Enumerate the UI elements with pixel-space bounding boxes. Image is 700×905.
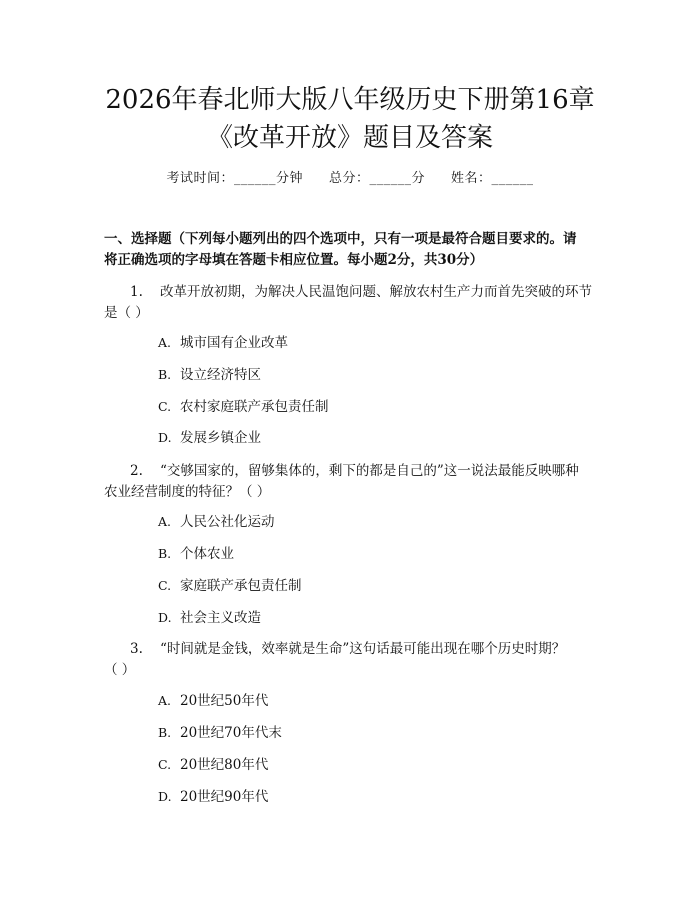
option-letter: C. (158, 399, 172, 414)
question-1-option-a[interactable] (158, 333, 288, 353)
option-letter: C. (158, 578, 172, 593)
question-number: 1. (130, 284, 143, 300)
question-2-line1 (130, 460, 579, 482)
question-3-option-c[interactable] (158, 755, 268, 775)
question-1-line2: 是（ ） (104, 305, 149, 321)
option-letter: D. (158, 430, 172, 445)
question-text: 改革开放初期，为解决人民温饱问题、解放农村生产力而首先突破的环节 (160, 284, 592, 300)
question-text: “交够国家的，留够集体的，剩下的都是自己的”这一说法最能反映哪种 (160, 463, 579, 479)
page-title-line2: 《改革开放》题目及答案 (206, 123, 493, 153)
question-1-line1 (130, 281, 592, 303)
question-2-option-a[interactable] (158, 512, 275, 532)
option-text: 农村家庭联产承包责任制 (180, 399, 329, 415)
option-text: 城市国有企业改革 (180, 335, 288, 351)
question-1-option-c[interactable] (158, 397, 329, 417)
question-1-option-d[interactable] (158, 428, 261, 448)
question-number: 3. (130, 641, 143, 657)
question-3-option-a[interactable] (158, 691, 268, 711)
section-heading-line1: 一、选择题（下列每小题列出的四个选项中，只有一项是最符合题目要求的。请 (104, 231, 577, 247)
exam-info (0, 170, 700, 188)
option-text: 设立经济特区 (180, 367, 261, 383)
question-2-line2: 农业经营制度的特征？（ ） (104, 484, 271, 500)
question-3-option-d[interactable] (158, 787, 268, 807)
option-text: 发展乡镇企业 (180, 430, 261, 446)
question-3-line2: （ ） (104, 662, 136, 678)
exam-total-score: 总分：______分 (328, 171, 425, 186)
option-letter: C. (158, 757, 172, 772)
exam-student-name: 姓名：______ (451, 171, 534, 186)
question-3-option-b[interactable] (158, 723, 282, 743)
option-letter: B. (158, 725, 172, 740)
question-2-option-c[interactable] (158, 576, 302, 596)
option-letter: D. (158, 610, 172, 625)
option-letter: A. (158, 514, 172, 529)
option-text: 20世纪70年代末 (180, 725, 282, 741)
question-1-option-b[interactable] (158, 365, 261, 385)
option-letter: A. (158, 693, 172, 708)
option-text: 20世纪90年代 (180, 789, 269, 805)
question-3-line1 (130, 638, 565, 660)
option-letter: A. (158, 335, 172, 350)
option-text: 20世纪50年代 (180, 693, 269, 709)
option-letter: D. (158, 789, 172, 804)
option-text: 家庭联产承包责任制 (180, 578, 302, 594)
option-letter: B. (158, 367, 172, 382)
option-text: 社会主义改造 (180, 610, 261, 626)
option-text: 20世纪80年代 (180, 757, 269, 773)
question-number: 2. (130, 463, 143, 479)
option-text: 人民公社化运动 (180, 514, 275, 530)
section-heading-line2: 将正确选项的字母填在答题卡相应位置。每小题2分，共30分） (104, 252, 484, 268)
question-text: “时间就是金钱，效率就是生命”这句话最可能出现在哪个历史时期？ (160, 641, 566, 657)
page-title-line1: 2026年春北师大版八年级历史下册第16章 (105, 85, 595, 115)
question-2-option-d[interactable] (158, 608, 261, 628)
option-text: 个体农业 (180, 546, 234, 562)
option-letter: B. (158, 546, 172, 561)
question-2-option-b[interactable] (158, 544, 234, 564)
exam-time: 考试时间：______分钟 (166, 171, 303, 186)
